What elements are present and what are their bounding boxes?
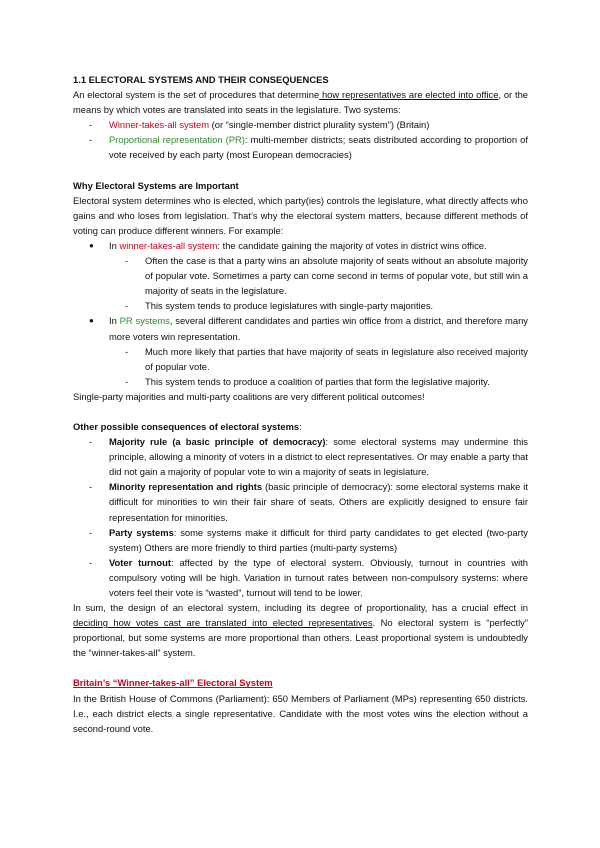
bullet-marker: ● xyxy=(89,240,94,250)
sub-item-text: This system tends to produce legislatures with single-party majorities. xyxy=(145,300,434,312)
why-paragraph: Electoral system determines who is elected, which party(ies) controls the legislature, what directly affects who gains and who loses from legislation. That’s why the electoral system matters, because different methods of voting can produce different winners. For example: xyxy=(73,194,528,236)
other-heading-suffix: : xyxy=(299,420,302,432)
document-body xyxy=(73,72,528,736)
consequence-text: : some electoral systems may undermine this principle, allowing a minority of voters in a district to elect representatives. Or may enable a party that did not gain a majority of popular vote to win a majority of seats in legislature. xyxy=(109,436,528,478)
sub-item xyxy=(73,298,528,313)
sub-item xyxy=(73,253,528,298)
dash-marker: - xyxy=(89,526,93,538)
bullet-marker: ● xyxy=(89,316,94,326)
summary-text-end: . No electoral system is “perfectly” proportional, but some systems are more proportional than others. Least proportional system is undoubtedly the “winner-takes-all” system. xyxy=(73,617,528,659)
bullet-pr xyxy=(73,313,528,343)
intro-text-end: , or the means by which votes are translated into seats in the legislature. Two systems: xyxy=(73,89,528,116)
system-desc: (or “single-member district plurality system”) (Britain) xyxy=(209,119,430,131)
consequence-label: Voter turnout xyxy=(109,556,171,568)
intro-paragraph xyxy=(73,87,528,117)
dash-marker: - xyxy=(125,255,129,267)
sub-item xyxy=(73,374,528,389)
consequence-label: Majority rule (a basic principle of democracy) xyxy=(109,436,326,448)
sub-item xyxy=(73,344,528,374)
sub-item-text: Often the case is that a party wins an absolute majority of seats without an absolute majority of popular vote. Sometimes a party can come second in terms of popular vote, but still win a majority of seats in the legislature. xyxy=(145,255,528,297)
bullet-winner xyxy=(73,238,528,253)
section-heading: 1.1 ELECTORAL SYSTEMS AND THEIR CONSEQUENCES xyxy=(73,74,329,85)
bullet-text: : the candidate gaining the majority of votes in district wins office. xyxy=(217,239,487,251)
dash-marker: - xyxy=(125,345,129,357)
dash-marker: - xyxy=(125,300,129,312)
consequence-text: : affected by the type of electoral system. Obviously, turnout in countries with compulsory voting will be high. Variation in turnout rates between non-compulsory systems: where voters feel their vote is “wasted”, turnout will tend to be lower. xyxy=(109,556,528,598)
dash-marker: - xyxy=(89,436,93,448)
consequence-label: Party systems xyxy=(109,526,174,538)
consequence-label: Minority representation and rights xyxy=(109,481,263,493)
bullet-system-name: PR systems xyxy=(119,315,170,327)
dash-marker: - xyxy=(89,481,93,493)
intro-text: An electoral system is the set of procedures that determine xyxy=(73,89,320,101)
britain-paragraph: In the British House of Commons (Parliament): 650 Members of Parliament (MPs) representing 650 districts. I.e., each district elects a single representative. Candidate with the most votes wins the election without a second-round vote. xyxy=(73,692,528,734)
bullet-system-name: winner-takes-all system xyxy=(119,239,218,251)
consequence-item xyxy=(73,479,528,524)
bullet-prefix: In xyxy=(109,315,120,327)
dash-marker: - xyxy=(89,119,93,131)
intro-underlined-text: how representatives are elected into office xyxy=(319,89,499,101)
other-heading xyxy=(73,419,528,434)
summary-paragraph xyxy=(73,600,528,660)
consequence-item xyxy=(73,434,528,479)
sub-item-text: This system tends to produce a coalition of parties that form the legislative majority. xyxy=(145,375,490,387)
why-closing: Single-party majorities and multi-party coalitions are very different political outcomes! xyxy=(73,390,425,402)
system-desc: : multi-member districts; seats distributed according to proportion of vote received by each party (most European democracies) xyxy=(109,134,528,161)
dash-marker: - xyxy=(89,134,93,146)
other-heading-text: Other possible consequences of electoral systems xyxy=(73,420,300,432)
dash-marker: - xyxy=(89,556,93,568)
system-name: Proportional representation (PR) xyxy=(109,134,245,146)
britain-heading: Britain’s “Winner-takes-all” Electoral System xyxy=(73,677,273,689)
bullet-prefix: In xyxy=(109,239,120,251)
summary-underlined-text: deciding how votes cast are translated into elected representatives xyxy=(73,617,373,629)
summary-text: In sum, the design of an electoral system, including its degree of proportionality, has a crucial effect in xyxy=(73,602,528,614)
sub-item-text: Much more likely that parties that have majority of seats in legislature also received majority of popular vote. xyxy=(145,345,528,372)
consequence-item xyxy=(73,525,528,555)
consequence-text: (basic principle of democracy): some electoral systems make it difficult for minorities to win their fair share of seats. Others are explicitly designed to ensure fair representation for minorities. xyxy=(109,481,528,523)
system-name: Winner-takes-all system xyxy=(109,119,210,131)
why-heading: Why Electoral Systems are Important xyxy=(73,179,239,191)
bullet-text: , several different candidates and parties win office from a district, and therefore many more voters win representation. xyxy=(109,315,528,342)
consequence-text: : some systems make it difficult for third party candidates to get elected (two-party system) Others are more friendly to third parties (multi-party systems) xyxy=(109,526,528,553)
system-item-pr xyxy=(73,132,528,162)
consequence-item xyxy=(73,555,528,600)
system-item-winner xyxy=(73,117,528,132)
dash-marker: - xyxy=(125,375,129,387)
